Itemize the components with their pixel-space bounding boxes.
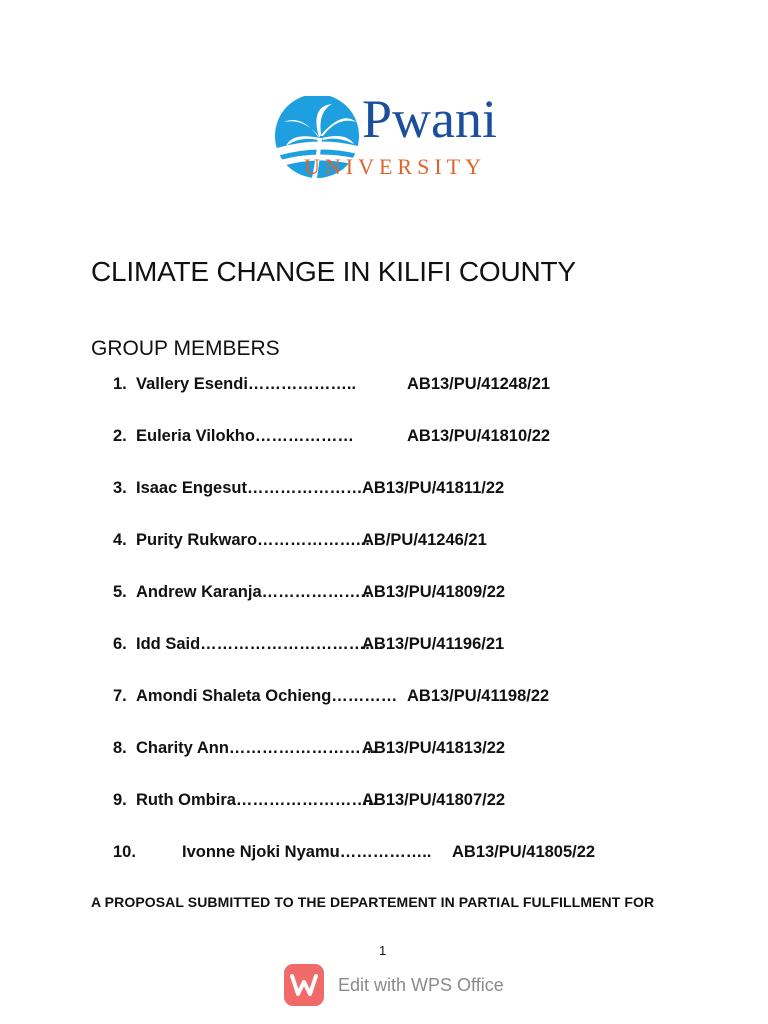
member-number: 1. <box>113 375 127 393</box>
group-members-heading: GROUP MEMBERS <box>91 337 280 360</box>
wps-w-icon <box>284 964 324 1006</box>
member-reg-number: AB/PU/41246/21 <box>362 531 487 549</box>
member-reg-number: AB13/PU/41805/22 <box>452 843 596 861</box>
member-reg-number: AB13/PU/41198/22 <box>407 687 550 705</box>
member-number: 9. <box>113 791 127 809</box>
member-name: Idd Said………………………….... <box>136 635 384 653</box>
member-name: Purity Rukwaro………………... <box>136 531 370 549</box>
member-number: 5. <box>113 583 127 601</box>
member-reg-number: AB13/PU/41813/22 <box>362 739 506 757</box>
member-number: 2. <box>113 427 127 445</box>
member-number: 7. <box>113 687 127 705</box>
page-number: 1 <box>379 943 387 958</box>
document-title: CLIMATE CHANGE IN KILIFI COUNTY <box>91 256 576 287</box>
member-name: Charity Ann……………………… <box>136 739 378 757</box>
member-name: Euleria Vilokho……………… <box>136 427 354 445</box>
member-name: Vallery Esendi……………….. <box>136 375 357 393</box>
proposal-statement: A PROPOSAL SUBMITTED TO THE DEPARTEMENT IN PARTIAL FULFILLMENT FOR <box>91 894 655 910</box>
member-number: 10. <box>113 843 136 861</box>
member-name: Andrew Karanja……………….. <box>136 583 370 601</box>
member-name: Amondi Shaleta Ochieng………… <box>136 687 398 705</box>
member-name: Isaac Engesut………………… <box>136 479 363 497</box>
member-number: 4. <box>113 531 127 549</box>
member-reg-number: AB13/PU/41811/22 <box>362 479 505 497</box>
logo-subtitle: UNIVERSITY <box>304 154 486 179</box>
member-name: Ivonne Njoki Nyamu…………….. <box>182 843 432 861</box>
member-number: 3. <box>113 479 127 497</box>
member-number: 6. <box>113 635 127 653</box>
member-reg-number: AB13/PU/41248/21 <box>407 375 551 393</box>
edit-with-wps-label: Edit with WPS Office <box>338 975 504 995</box>
logo-wordmark: Pwani <box>362 89 497 149</box>
member-number: 8. <box>113 739 127 757</box>
member-reg-number: AB13/PU/41196/21 <box>362 635 505 653</box>
member-reg-number: AB13/PU/41809/22 <box>362 583 506 601</box>
member-reg-number: AB13/PU/41807/22 <box>362 791 506 809</box>
member-reg-number: AB13/PU/41810/22 <box>407 427 551 445</box>
member-name: Ruth Ombira…………………….. <box>136 791 378 809</box>
edit-with-wps-button[interactable] <box>284 964 514 1008</box>
